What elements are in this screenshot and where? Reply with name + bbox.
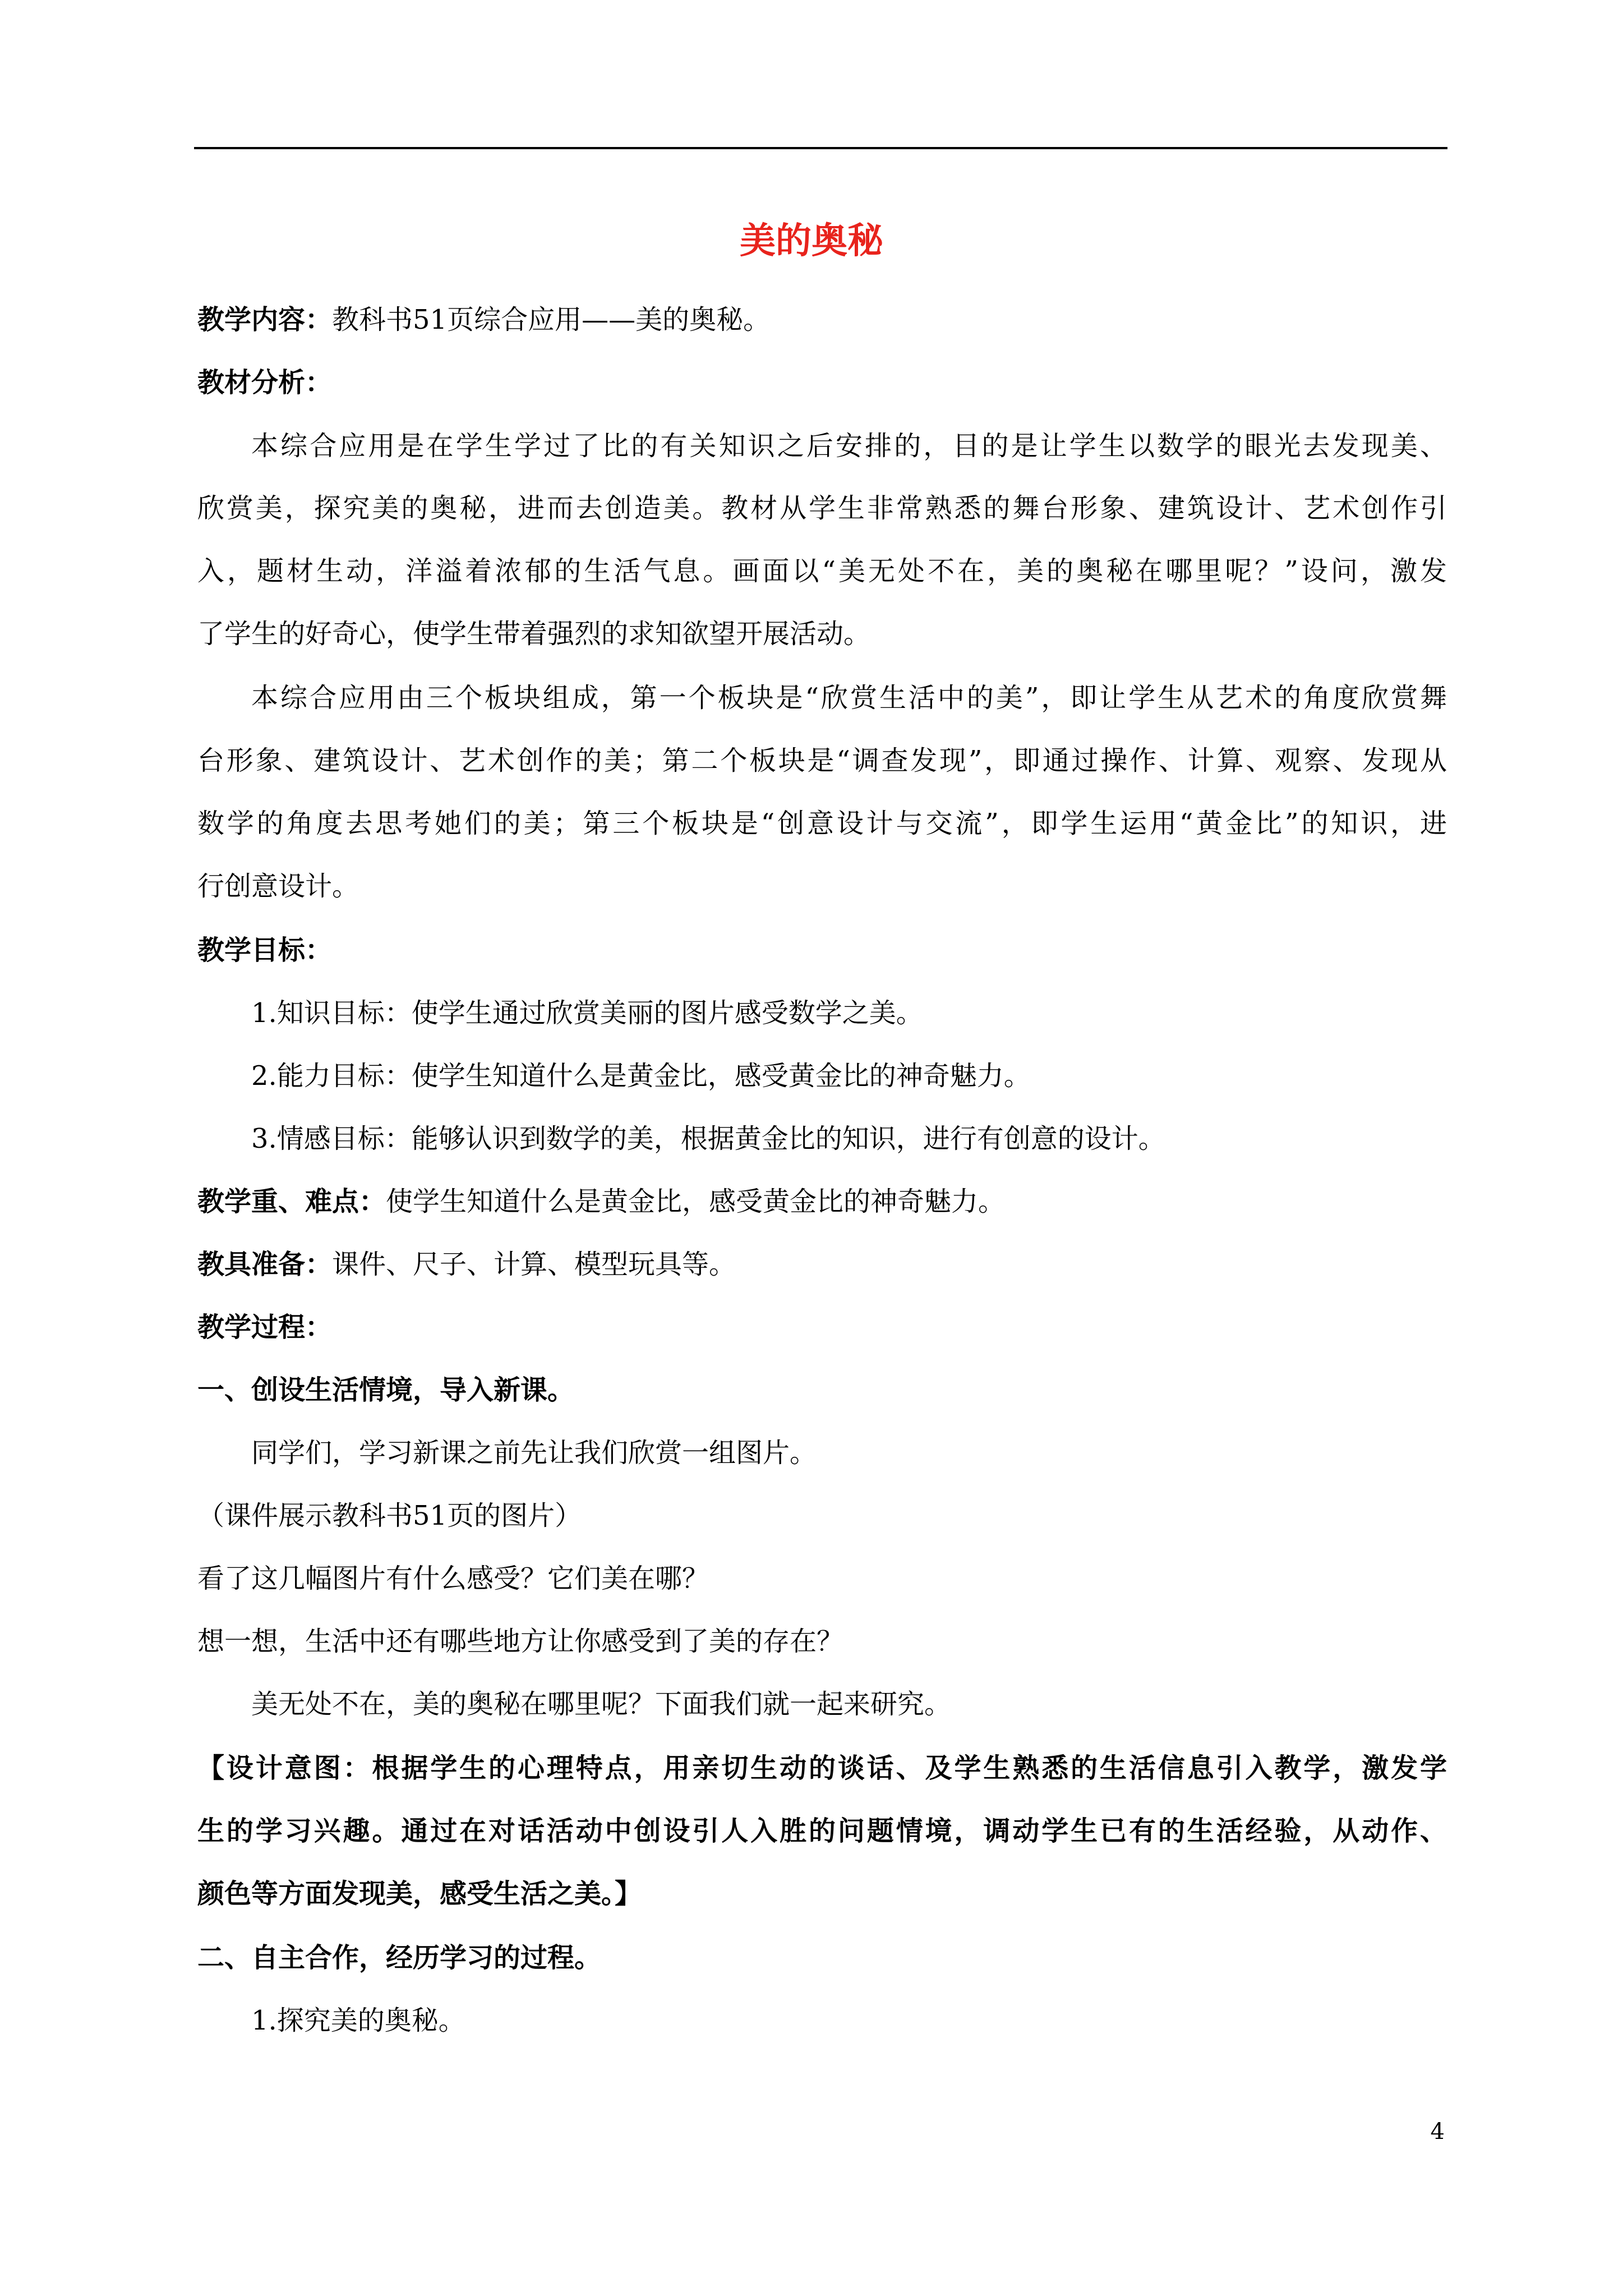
analysis-para2-line-2: 台形象、建筑设计、艺术创作的美；第二个板块是“调查发现”，即通过操作、计算、观察、发现从 xyxy=(197,745,1447,776)
goals-heading: 教学目标： xyxy=(197,935,333,966)
section1-line-2: （课件展示教科书51页的图片） xyxy=(197,1500,582,1531)
key-points-line xyxy=(197,1179,1447,1224)
goal-item-2: 2.能力目标：使学生知道什么是黄金比，感受黄金比的神奇魅力。 xyxy=(251,1060,1031,1092)
analysis-para2-line-3: 数学的角度去思考她们的美；第三个板块是“创意设计与交流”，即学生运用“黄金比”的知识，进 xyxy=(197,808,1447,839)
section2-line-1: 1.探究美的奥秘。 xyxy=(251,2005,465,2036)
analysis-para1-line-1: 本综合应用是在学生学过了比的有关知识之后安排的，目的是让学生以数学的眼光去发现美、 xyxy=(251,430,1447,462)
analysis-heading: 教材分析： xyxy=(197,367,333,398)
page-number: 4 xyxy=(1430,2119,1445,2145)
section1-line-4: 想一想，生活中还有哪些地方让你感受到了美的存在？ xyxy=(197,1626,844,1657)
teaching-content-text: 教科书51页综合应用——美的奥秘。 xyxy=(332,304,771,335)
key-points-text: 使学生知道什么是黄金比，感受黄金比的神奇魅力。 xyxy=(386,1186,1006,1217)
key-points-label: 教学重、难点： xyxy=(197,1186,386,1217)
analysis-para2-line-4: 行创意设计。 xyxy=(197,871,359,902)
tools-label: 教具准备： xyxy=(197,1249,333,1280)
header-rule xyxy=(194,147,1447,149)
tools-line xyxy=(197,1242,1447,1287)
design-intent-line-2: 生的学习兴趣。通过在对话活动中创设引人入胜的问题情境，调动学生已有的生活经验，从动作、 xyxy=(197,1815,1447,1847)
section1-heading: 一、创设生活情境，导入新课。 xyxy=(197,1374,575,1406)
analysis-para2-line-1: 本综合应用由三个板块组成，第一个板块是“欣赏生活中的美”，即让学生从艺术的角度欣赏舞 xyxy=(251,682,1447,714)
goal-item-3: 3.情感目标：能够认识到数学的美，根据黄金比的知识，进行有创意的设计。 xyxy=(251,1123,1165,1154)
process-heading: 教学过程： xyxy=(197,1312,333,1343)
analysis-para1-line-2: 欣赏美，探究美的奥秘，进而去创造美。教材从学生非常熟悉的舞台形象、建筑设计、艺术创作引 xyxy=(197,493,1447,524)
design-intent-line-3: 颜色等方面发现美，感受生活之美。】 xyxy=(197,1878,642,1910)
teaching-content-line xyxy=(197,297,1447,342)
goal-item-1: 1.知识目标：使学生通过欣赏美丽的图片感受数学之美。 xyxy=(251,997,923,1029)
teaching-content-label: 教学内容： xyxy=(197,304,333,335)
document-title: 美的奥秘 xyxy=(740,220,883,262)
section1-line-5: 美无处不在，美的奥秘在哪里呢？下面我们就一起来研究。 xyxy=(251,1688,952,1720)
design-intent-line-1: 【设计意图：根据学生的心理特点，用亲切生动的谈话、及学生熟悉的生活信息引入教学，激发学 xyxy=(197,1752,1447,1784)
tools-text: 课件、尺子、计算、模型玩具等。 xyxy=(332,1249,736,1280)
analysis-para1-line-3: 入，题材生动，洋溢着浓郁的生活气息。画面以“美无处不在，美的奥秘在哪里呢？”设问，激发 xyxy=(197,555,1447,587)
section1-line-1: 同学们，学习新课之前先让我们欣赏一组图片。 xyxy=(251,1437,817,1469)
section2-heading: 二、自主合作，经历学习的过程。 xyxy=(197,1942,602,1973)
analysis-para1-line-4: 了学生的好奇心，使学生带着强烈的求知欲望开展活动。 xyxy=(197,618,871,650)
section1-line-3: 看了这几幅图片有什么感受？它们美在哪？ xyxy=(197,1563,709,1594)
